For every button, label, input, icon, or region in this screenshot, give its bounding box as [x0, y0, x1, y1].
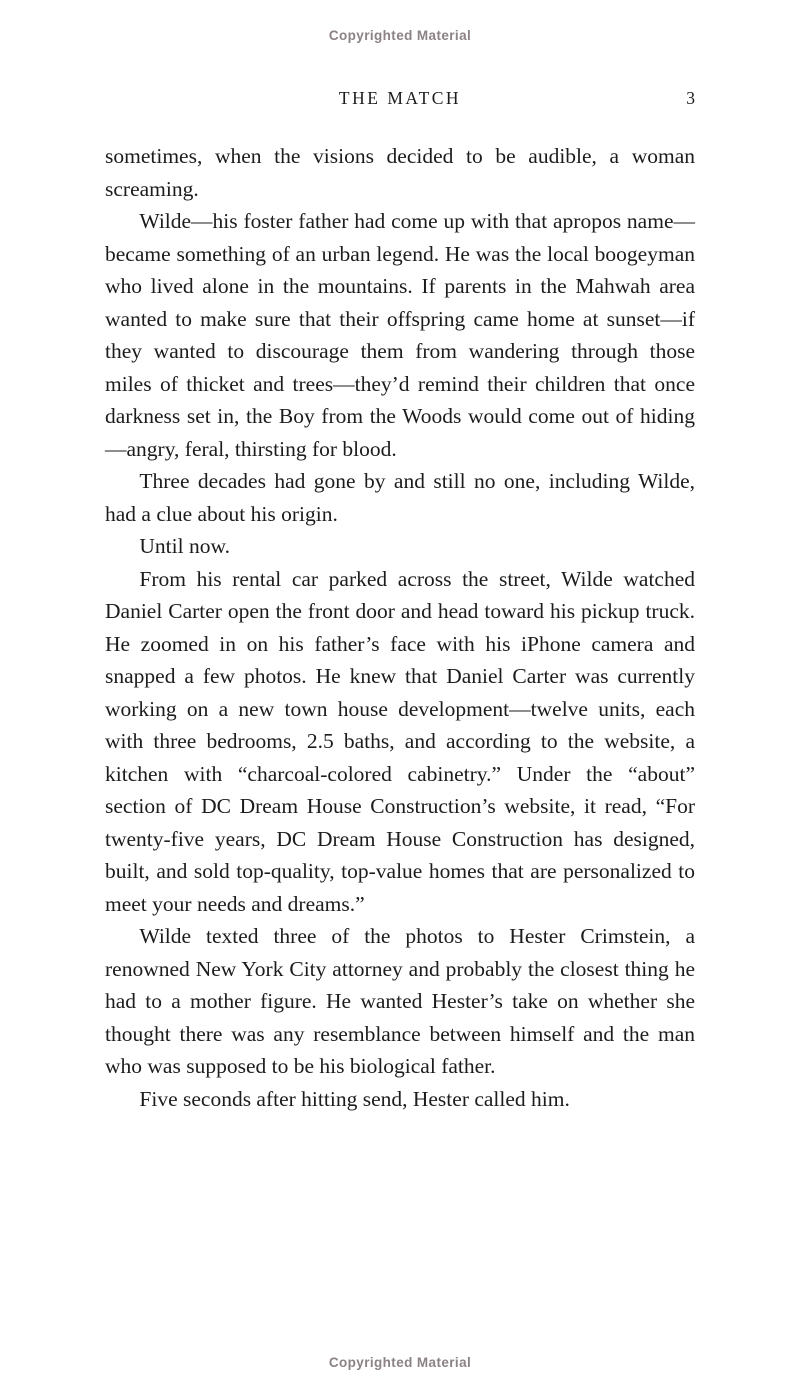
paragraph: Until now. — [139, 534, 230, 558]
paragraph: Five seconds after hitting send, Hester called him. — [139, 1086, 570, 1111]
book-title: THE MATCH — [338, 88, 462, 108]
paragraph: Wilde—his foster father had come up with that apropos name—became something of an urban legend. He was the local boogeyman who lived alone in the mountains. If parents in the Mahwah area wanted to make sure that their offspring came home at sunset—if they wanted to discourage them from wandering through those miles of thicket and trees—they’d remind their children that once darkness set in, the Boy from the Woods would come out of hiding—angry, feral, thirsting for blood. — [105, 209, 695, 461]
paragraph: From his rental car parked across the street, Wilde watched Daniel Carter open the front door and head toward his pickup truck. He zoomed in on his father’s face with his iPhone camera and snapped a few photos. He knew that Daniel Carter was currently working on a new town house development—twelve units, each with three bedrooms, 2.5 baths, and according to the website, a kitchen with “charcoal-colored cabinetry.” Under the “about” section of DC Dream House Construction’s website, it read, “For twenty-five years, DC Dream House Construction has designed, built, and sold top-quality, top-value homes that are personalized to meet your needs and dreams.” — [105, 566, 695, 916]
paragraph: Three decades had gone by and still no one, including Wilde, had a clue about his origin. — [105, 469, 695, 526]
paragraph: sometimes, when the visions decided to be audible, a woman screaming. — [105, 144, 695, 201]
body-text — [105, 140, 695, 1115]
running-header — [105, 88, 695, 112]
paragraph: Wilde texted three of the photos to Hester Crimstein, a renowned New York City attorney and probably the closest thing he had to a mother figure. He wanted Hester’s take on whether she thought there was any resemblance between himself and the man who was supposed to be his biological father. — [105, 924, 695, 1078]
copyright-notice-bottom: Copyrighted Material — [328, 1355, 472, 1370]
copyright-notice-top: Copyrighted Material — [328, 28, 472, 43]
page-number: 3 — [686, 88, 695, 108]
